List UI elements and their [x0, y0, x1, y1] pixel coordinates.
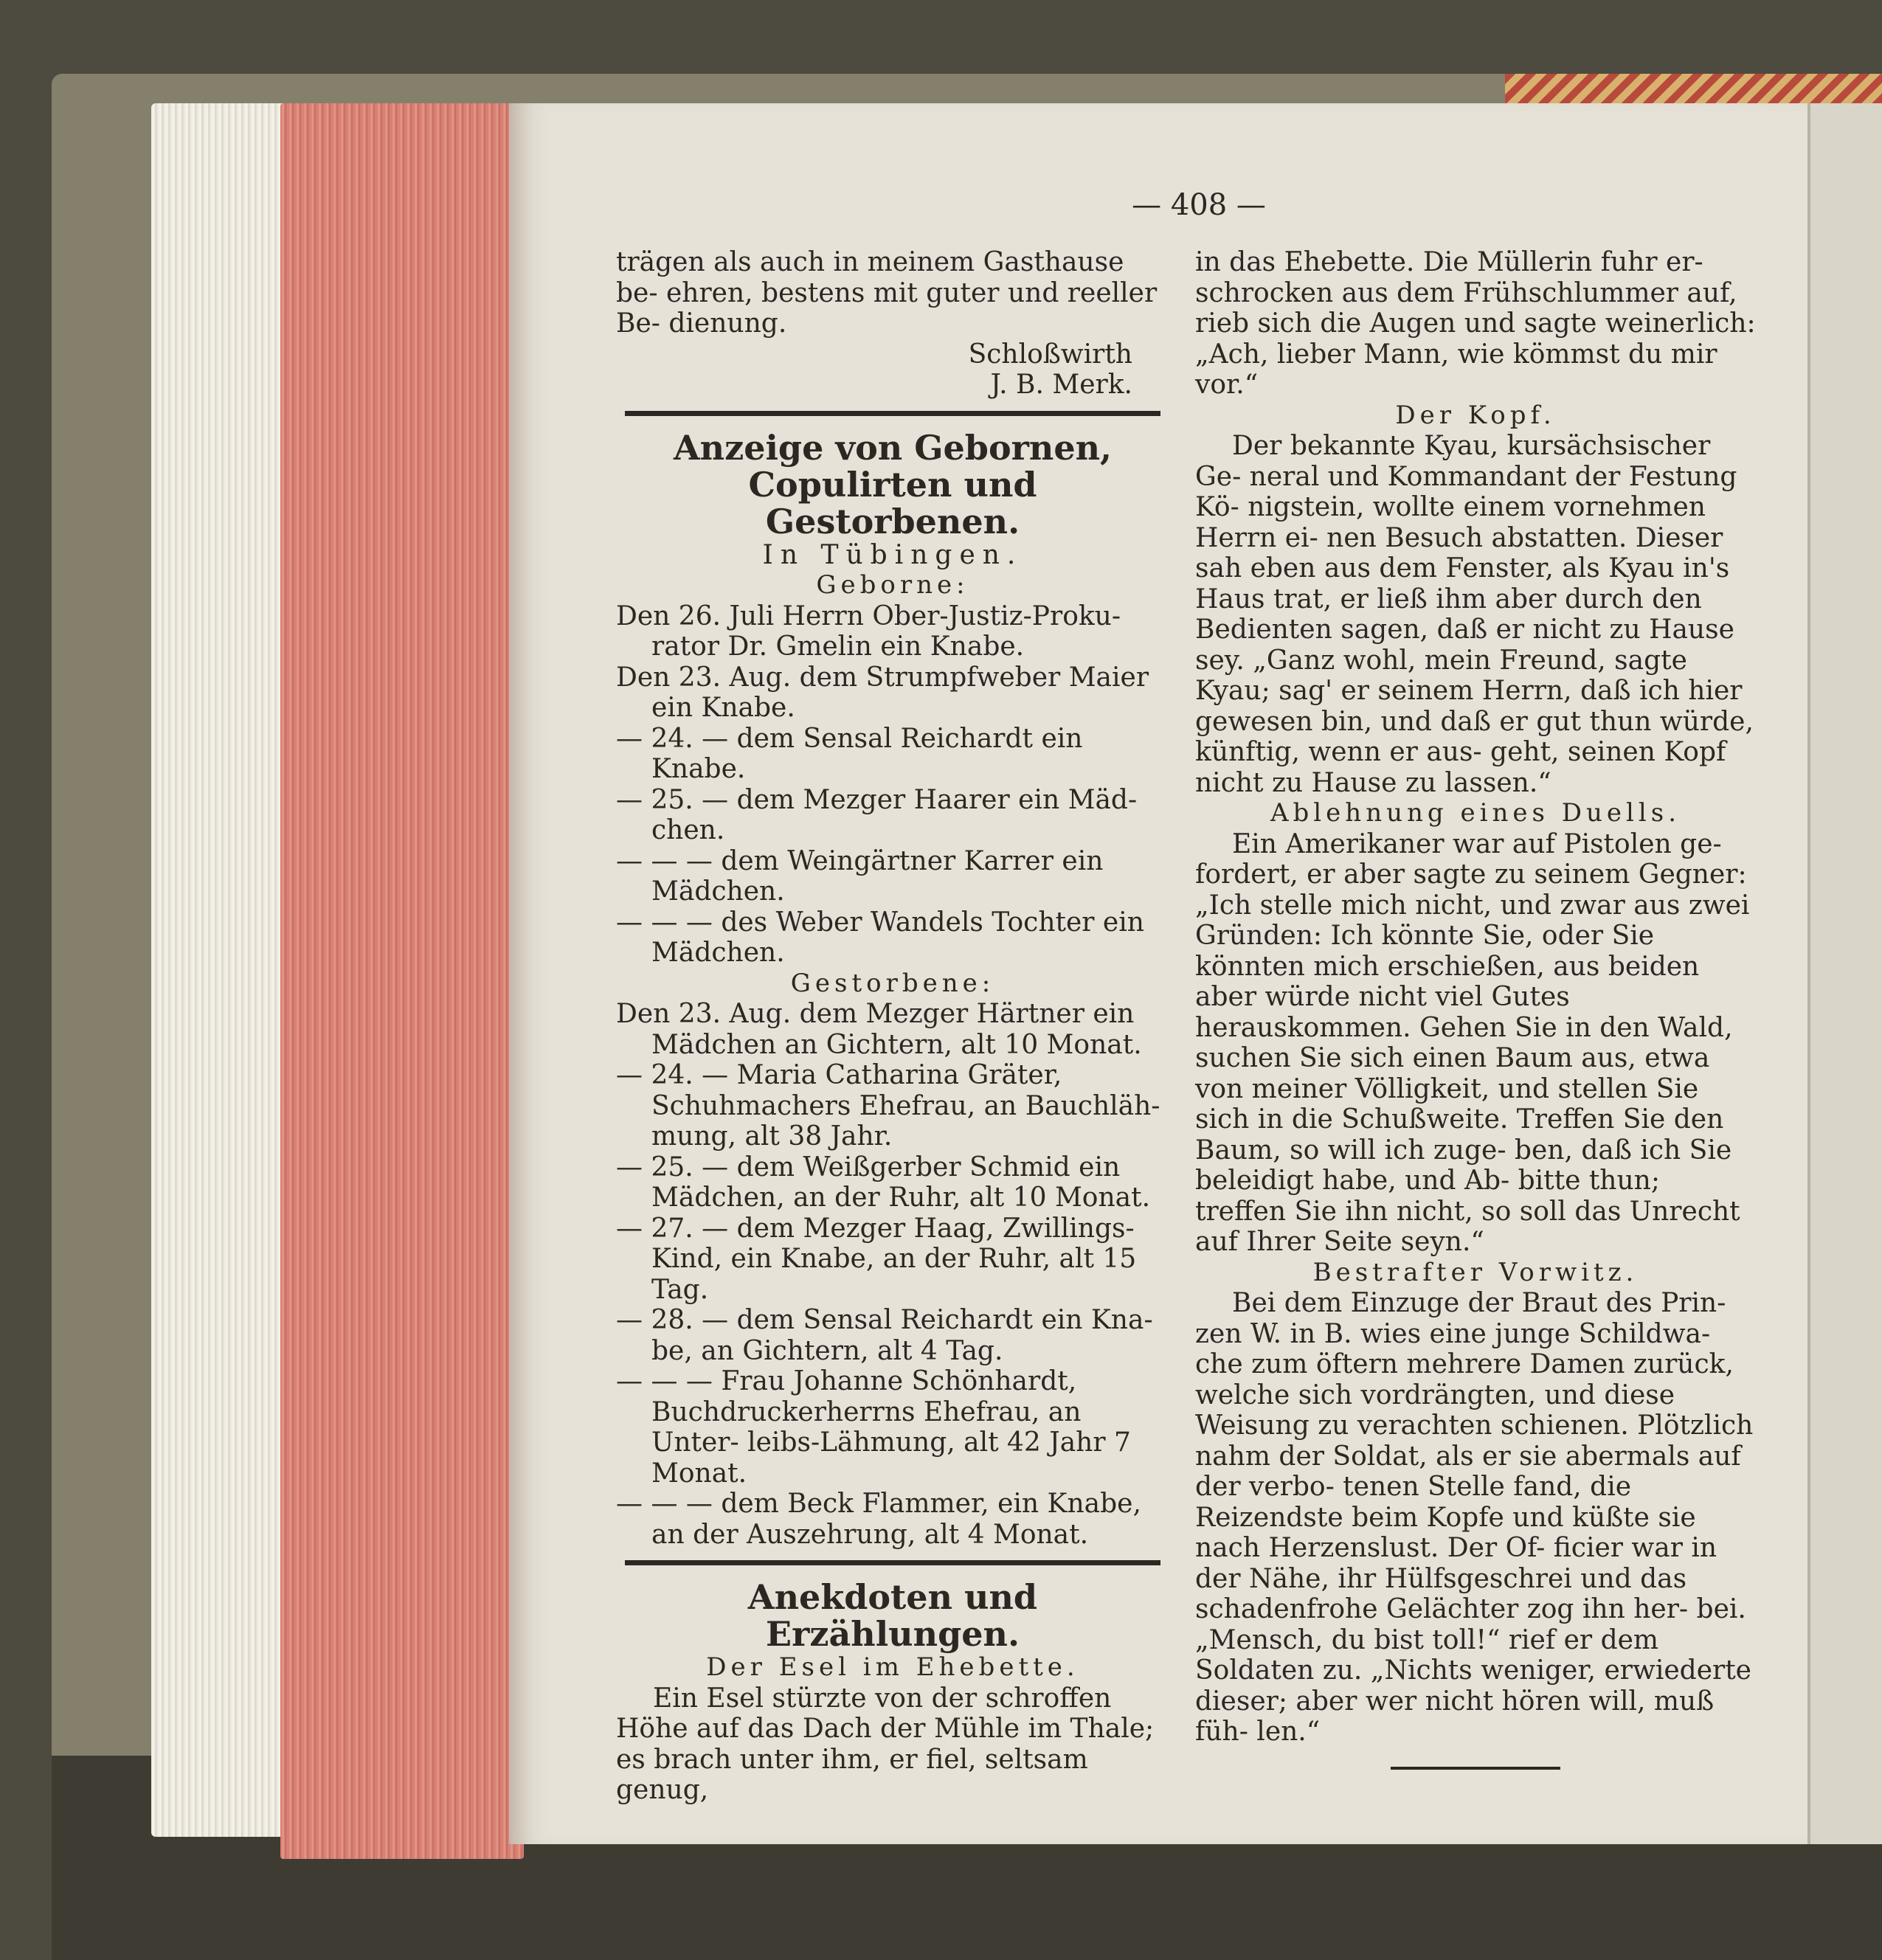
signature-name: J. B. Merk. — [990, 370, 1132, 400]
decorative-spine-band — [1505, 74, 1882, 107]
story-title: Der Esel im Ehebette. — [706, 1652, 1079, 1682]
died-entry: — 24. — Maria Catharina Gräter, Schuhmachers Ehefrau, an Bauchläh- mung, alt 38 Jahr. — [616, 1060, 1160, 1152]
story-text: Der bekannte Kyau, kursächsischer Ge- neral und Kommandant der Festung Kö- nigstein, wollte einem vornehmen Herrn ei- nen Besuch abstatten. Dieser sah eben aus dem Fenster, als Kyau in's Haus trat, er ließ ihm aber durch den Bedienten sagen, daß er nicht zu Hause sey. „Ganz wohl, mein Freund, sagte Kyau; sag' er seinem Herrn, daß ich hier gewesen bin, und daß er gut thun würde, künftig, wenn er aus- geht, seinen Kopf nicht zu Hause zu lassen.“ — [1195, 431, 1754, 798]
section-title: Anzeige von Gebornen, Copulirten und Gestorbenen. — [673, 427, 1113, 541]
story-text: in das Ehebette. Die Müllerin fuhr er- schrocken aus dem Frühschlummer auf, rieb sich die Augen und sagte weinerlich: „Ach, lieber Mann, wie kömmst du mir vor.“ — [1195, 247, 1756, 400]
died-entry: — 28. — dem Sensal Reichardt ein Kna- be, an Gichtern, alt 4 Tag. — [616, 1305, 1153, 1366]
signature-title: Schloßwirth — [968, 339, 1132, 370]
place-heading: In Tübingen. — [762, 539, 1023, 570]
end-rule — [1391, 1767, 1560, 1770]
red-page-edges — [280, 103, 524, 1859]
intro-text: trägen als auch in meinem Gasthause be- ehren, bestens mit guter und reeller Be- dienung. — [616, 247, 1158, 339]
facing-page-edge — [1807, 103, 1882, 1844]
section-divider — [625, 411, 1160, 416]
story-text: Ein Esel stürzte von der schroffen Höhe auf das Dach der Mühle im Thale; es brach unter ihm, er fiel, seltsam genug, — [616, 1683, 1155, 1805]
story-text: Ein Amerikaner war auf Pistolen ge- fordert, er aber sagte zu seinem Gegner: „Ich stelle mich nicht, und zwar aus zwei Gründen: Ich könnte Sie, oder Sie könnten mich erschießen, aus beiden aber würde nicht viel Gutes herauskommen. Gehen Sie in den Wald, suchen Sie sich einen Baum aus, etwa von meiner Völligkeit, und stellen Sie sich in die Schußweite. Treffen Sie den Baum, so will ich zuge- ben, daß ich Sie beleidigt habe, und Ab- bitte thun; treffen Sie ihn nicht, so soll das Unrecht auf Ihrer Seite seyn.“ — [1195, 828, 1750, 1257]
died-entry: — — — dem Beck Flammer, ein Knabe, an der Auszehrung, alt 4 Monat. — [616, 1489, 1141, 1550]
story-title: Bestrafter Vorwitz. — [1312, 1257, 1639, 1287]
section-divider — [625, 1560, 1160, 1565]
page-number: — 408 — — [1132, 188, 1266, 222]
born-entry: — 25. — dem Mezger Haarer ein Mäd- chen. — [616, 784, 1138, 845]
born-heading: Geborne: — [816, 570, 969, 600]
died-entry: — 25. — dem Weißgerber Schmid ein Mädchen, an der Ruhr, alt 10 Monat. — [616, 1152, 1151, 1213]
anecdotes-title: Anekdoten und Erzählungen. — [747, 1577, 1038, 1654]
born-entry: — — — dem Weingärtner Karrer ein Mädchen. — [616, 845, 1104, 907]
died-entry: — 27. — dem Mezger Haag, Zwillings- Kind, ein Knabe, an der Ruhr, alt 15 Tag. — [616, 1213, 1137, 1305]
born-entry: — — — des Weber Wandels Tochter ein Mädchen. — [616, 907, 1144, 968]
right-column — [1195, 247, 1756, 1770]
died-entry: — — — Frau Johanne Schönhardt, Buchdruckerherrns Ehefrau, an Unter- leibs-Lähmung, alt 42 Jahr 7 Monat. — [616, 1366, 1131, 1489]
born-entry: Den 26. Juli Herrn Ober-Justiz-Proku- rator Dr. Gmelin ein Knabe. — [616, 600, 1121, 662]
story-text: Bei dem Einzuge der Braut des Prin- zen W. in B. wies eine junge Schildwa- che zum öftern mehrere Damen zurück, welche sich vordrängten, und diese Weisung zu verachten schienen. Plötzlich nahm der Soldat, als er sie abermals auf der verbo- tenen Stelle fand, die Reizendste beim Kopfe und küßte sie nach Herzenslust. Der Of- ficier war in der Nähe, ihr Hülfsgeschrei und das schadenfrohe Gelächter zog ihn her- bei. „Mensch, du bist toll!“ rief er dem Soldaten zu. „Nichts weniger, erwiederte dieser; aber wer nicht hören will, muß füh- len.“ — [1195, 1288, 1754, 1747]
died-heading: Gestorbene: — [790, 968, 995, 998]
born-entry: — 24. — dem Sensal Reichardt ein Knabe. — [616, 723, 1083, 784]
died-entry: Den 23. Aug. dem Mezger Härtner ein Mädchen an Gichtern, alt 10 Monat. — [616, 999, 1142, 1060]
born-entry: Den 23. Aug. dem Strumpfweber Maier ein Knabe. — [616, 662, 1149, 723]
story-title: Ablehnung eines Duells. — [1270, 798, 1681, 828]
left-column — [616, 247, 1169, 1806]
story-title: Der Kopf. — [1395, 400, 1556, 430]
